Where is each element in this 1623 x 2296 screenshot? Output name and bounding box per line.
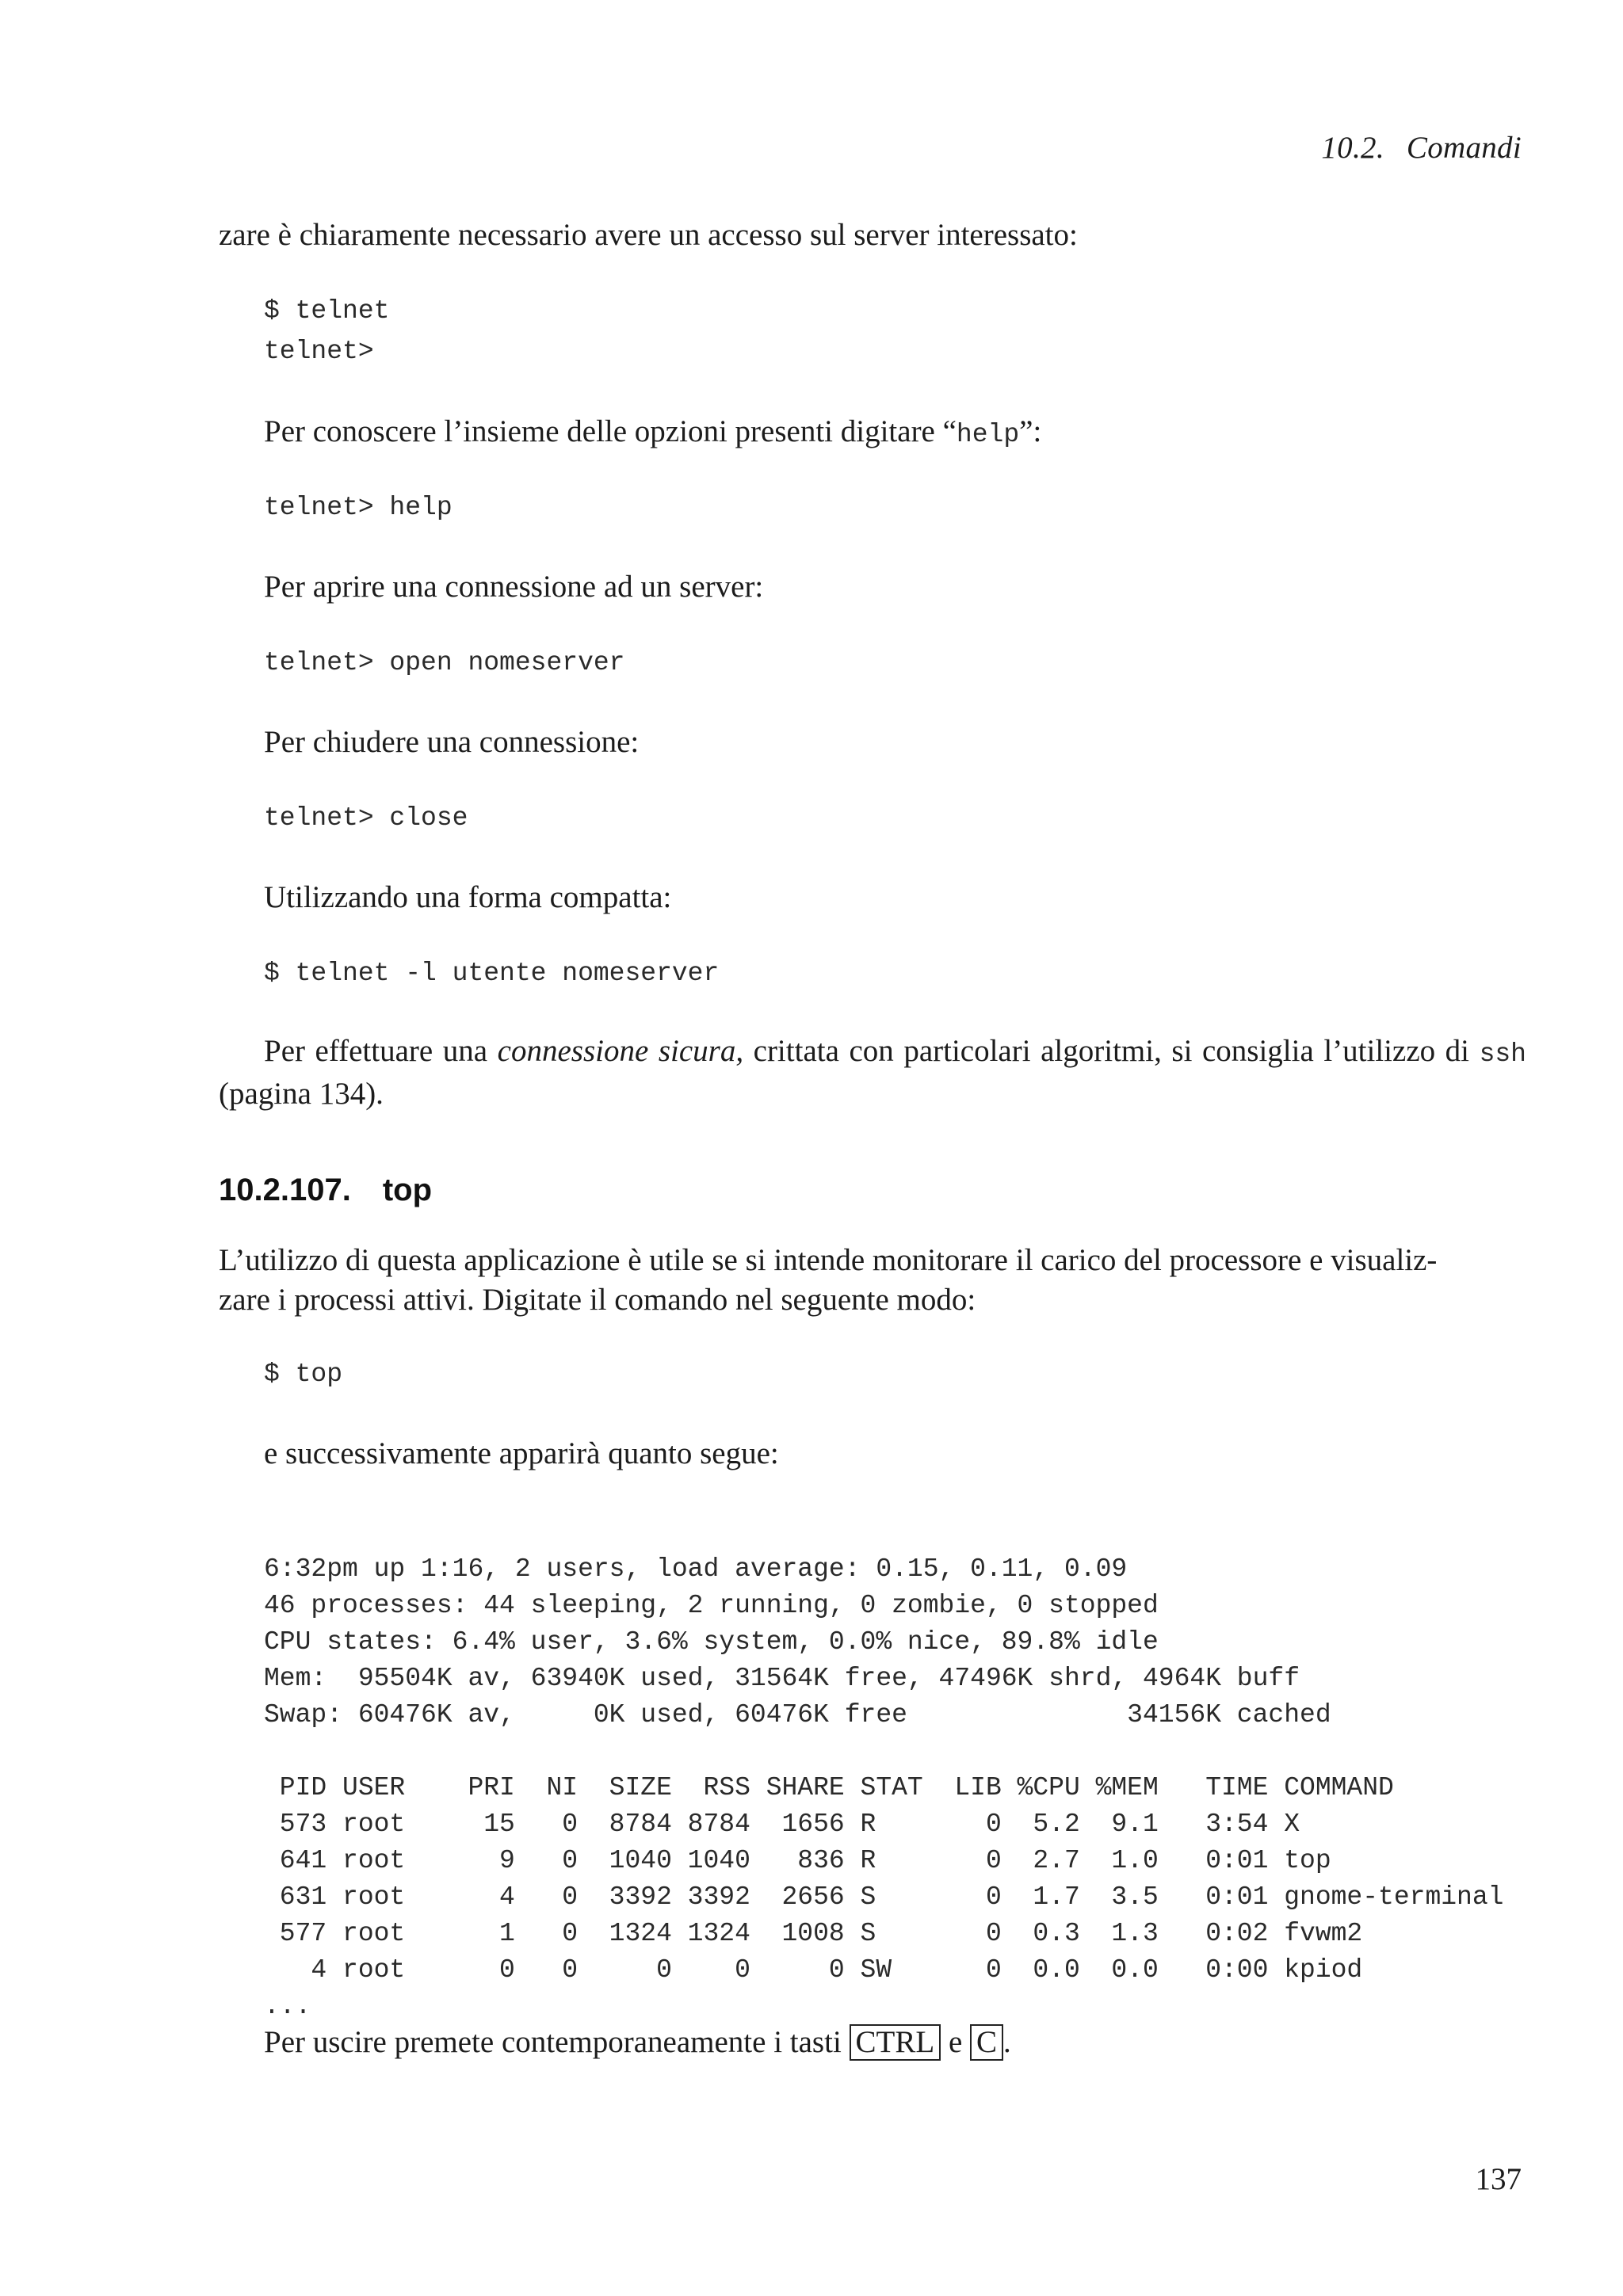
top-output-table-row: 4 root 0 0 0 0 0 SW 0 0.0 0.0 0:00 kpiod — [264, 1955, 1363, 1985]
top-output-line: 6:32pm up 1:16, 2 users, load average: 0.15, 0.11, 0.09 — [264, 1554, 1128, 1584]
secure-page-ref: (pagina 134). — [219, 1077, 384, 1111]
exit-text-before: Per uscire premete contemporaneamente i tasti — [264, 2025, 850, 2059]
top-output-block — [264, 1515, 1503, 2098]
help-text-after: ”: — [1019, 414, 1042, 448]
top-output-table-row: 573 root 15 0 8784 8784 1656 R 0 5.2 9.1 3:54 X — [264, 1810, 1300, 1839]
header-section-title: Comandi — [1406, 131, 1522, 165]
top-output-line: Swap: 60476K av, 0K used, 60476K free 34156K cached — [264, 1700, 1331, 1730]
intro-continuation: zare è chiaramente necessario avere un accesso sul server interessato: — [219, 218, 1078, 252]
code-telnet-1: $ telnet — [264, 296, 390, 326]
top-output-table-row: 577 root 1 0 1324 1324 1008 S 0 0.3 1.3 0:02 fvwm2 — [264, 1919, 1363, 1948]
code-compact: $ telnet -l utente nomeserver — [264, 959, 720, 988]
code-top: $ top — [264, 1360, 343, 1389]
header-section-number: 10.2. — [1321, 131, 1384, 165]
open-paragraph: Per aprire una connessione ad un server: — [264, 570, 764, 604]
help-paragraph — [264, 412, 1041, 455]
top-output-table-header: PID USER PRI NI SIZE RSS SHARE STAT LIB %CPU %MEM TIME COMMAND — [264, 1773, 1394, 1802]
top-intro-line-1: L’utilizzo di questa applicazione è utile se si intende monitorare il carico del processore e visualiz- — [219, 1243, 1438, 1277]
secure-text-before: Per effettuare una — [264, 1034, 498, 1068]
ctrl-key: CTRL — [850, 2024, 941, 2061]
running-header — [1321, 130, 1522, 166]
exit-text-middle: e — [941, 2025, 971, 2059]
top-output-table-row: 641 root 9 0 1040 1040 836 R 0 2.7 1.0 0:01 top — [264, 1846, 1331, 1875]
close-paragraph: Per chiudere una connessione: — [264, 725, 640, 759]
exit-paragraph — [264, 2023, 1011, 2062]
code-help: telnet> help — [264, 493, 453, 522]
section-heading — [219, 1173, 432, 1208]
secure-text-after: crittata con particolari algoritmi, si consiglia l’utilizzo di — [743, 1034, 1480, 1068]
top-intro-line-2: zare i processi attivi. Digitate il comando nel seguente modo: — [219, 1283, 976, 1317]
c-key: C — [970, 2024, 1003, 2061]
code-telnet-2: telnet> — [264, 337, 374, 366]
help-text-before: Per conoscere l’insieme delle opzioni presenti digitare “ — [264, 414, 957, 448]
top-output-ellipsis: ... — [264, 1992, 311, 2021]
help-inline-code: help — [956, 420, 1020, 449]
secure-emphasis: connessione sicura, — [497, 1034, 744, 1068]
top-output-line: 46 processes: 44 sleeping, 2 running, 0 zombie, 0 stopped — [264, 1591, 1159, 1620]
top-output-line: Mem: 95504K av, 63940K used, 31564K free, 47496K shrd, 4964K buff — [264, 1664, 1300, 1693]
page-number: 137 — [1475, 2162, 1522, 2196]
section-title: top — [382, 1173, 433, 1207]
ssh-inline-code: ssh — [1479, 1039, 1526, 1069]
secure-connection-paragraph — [219, 1032, 1526, 1114]
exit-text-after: . — [1003, 2025, 1011, 2059]
code-open: telnet> open nomeserver — [264, 648, 625, 677]
code-close: telnet> close — [264, 803, 468, 833]
top-output-blank-line — [264, 1733, 1503, 1770]
compact-paragraph: Utilizzando una forma compatta: — [264, 880, 672, 914]
section-number: 10.2.107. — [219, 1173, 351, 1207]
top-output-table-row: 631 root 4 0 3392 3392 2656 S 0 1.7 3.5 0:01 gnome-terminal — [264, 1882, 1504, 1912]
top-intro-paragraph — [219, 1241, 1526, 1320]
top-output-line: CPU states: 6.4% user, 3.6% system, 0.0% nice, 89.8% idle — [264, 1627, 1159, 1657]
after-top-paragraph: e successivamente apparirà quanto segue: — [264, 1436, 779, 1470]
